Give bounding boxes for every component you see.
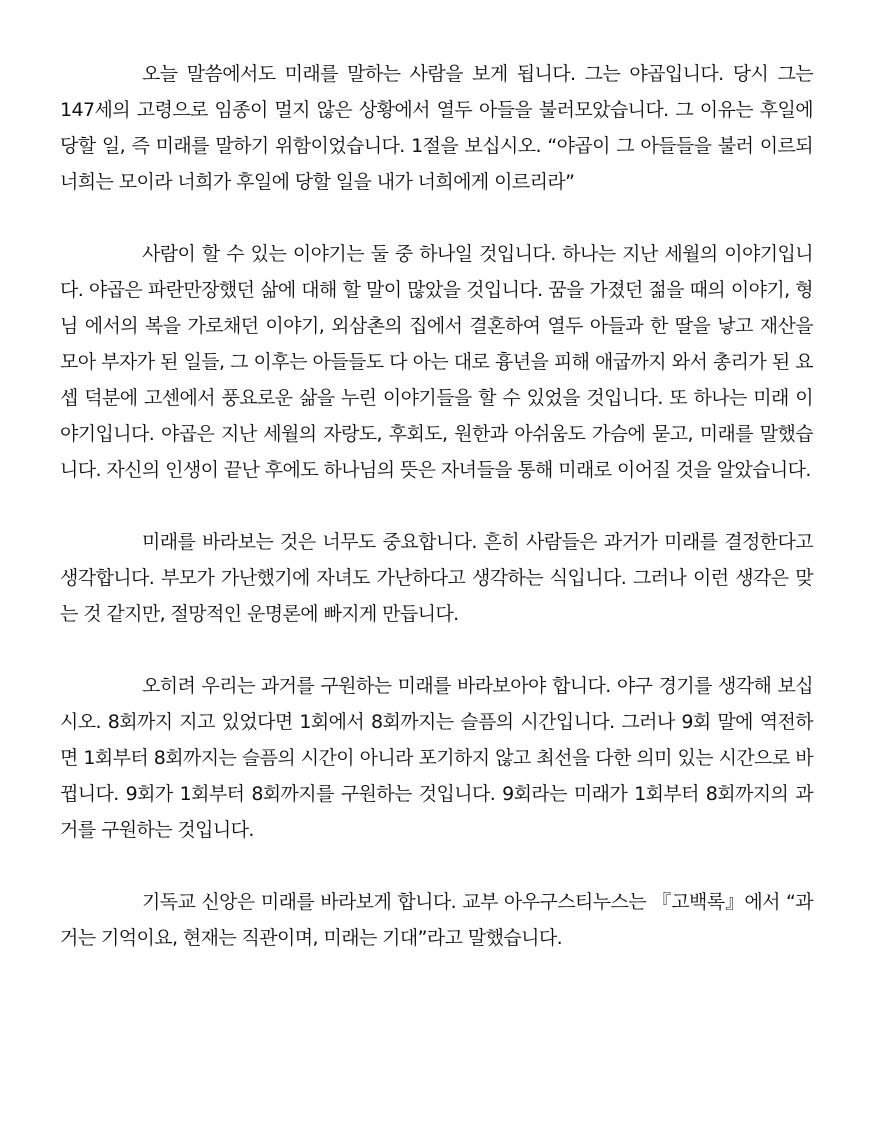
document-body xyxy=(60,56,813,956)
paragraph-1: 오늘 말씀에서도 미래를 말하는 사람을 보게 됩니다. 그는 야곱입니다. 당시 그는 147세의 고령으로 임종이 멀지 않은 상황에서 열두 아들을 불러모았습니다. 그 이유는 후일에 당할 일, 즉 미래를 말하기 위함이었습니다. 1절을 보십시오. “야곱이 그 아들들을 불러 이르되 너희는 모이라 너희가 후일에 당할 일을 내가 너희에게 이르리라” xyxy=(60,63,813,193)
paragraph-3: 미래를 바라보는 것은 너무도 중요합니다. 흔히 사람들은 과거가 미래를 결정한다고 생각합니다. 부모가 가난했기에 자녀도 가난하다고 생각하는 식입니다. 그러나 이런 생각은 맞는 것 같지만, 절망적인 운명론에 빠지게 만듭니다. xyxy=(60,531,813,625)
paragraph-5: 기독교 신앙은 미래를 바라보게 합니다. 교부 아우구스티누스는 『고백록』에서 “과거는 기억이요, 현재는 직관이며, 미래는 기대”라고 말했습니다. xyxy=(60,891,813,949)
paragraph-4: 오히려 우리는 과거를 구원하는 미래를 바라보아야 합니다. 야구 경기를 생각해 보십시오. 8회까지 지고 있었다면 1회에서 8회까지는 슬픔의 시간입니다. 그러나 9회 말에 역전하면 1회부터 8회까지는 슬픔의 시간이 아니라 포기하지 않고 최선을 다한 의미 있는 시간으로 바뀝니다. 9회가 1회부터 8회까지를 구원하는 것입니다. 9회라는 미래가 1회부터 8회까지의 과거를 구원하는 것입니다. xyxy=(60,675,813,841)
paragraph-2: 사람이 할 수 있는 이야기는 둘 중 하나일 것입니다. 하나는 지난 세월의 이야기입니다. 야곱은 파란만장했던 삶에 대해 할 말이 많았을 것입니다. 꿈을 가졌던 젊을 때의 이야기, 형님 에서의 복을 가로채던 이야기, 외삼촌의 집에서 결혼하여 열두 아들과 한 딸을 낳고 재산을 모아 부자가 된 일들, 그 이후는 아들들도 다 아는 대로 흉년을 피해 애굽까지 와서 총리가 된 요셉 덕분에 고센에서 풍요로운 삶을 누린 이야기들을 할 수 있었을 것입니다. 또 하나는 미래 이야기입니다. 야곱은 지난 세월의 자랑도, 후회도, 원한과 아쉬움도 가슴에 묻고, 미래를 말했습니다. 자신의 인생이 끝난 후에도 하나님의 뜻은 자녀들을 통해 미래로 이어질 것을 알았습니다. xyxy=(60,243,813,481)
